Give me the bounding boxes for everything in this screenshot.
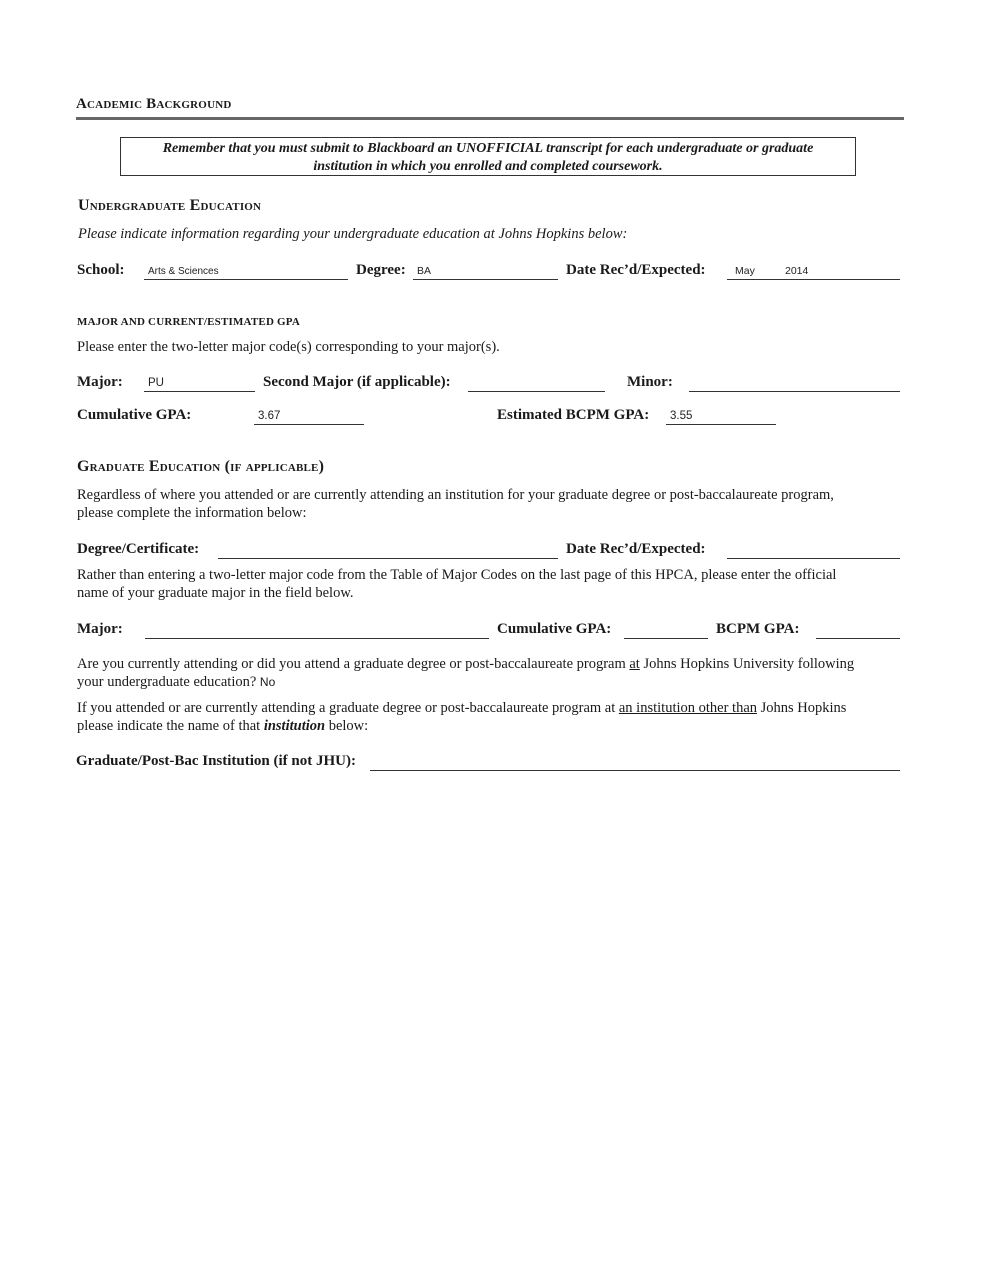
- q1-answer[interactable]: No: [259, 674, 276, 689]
- q1-text-line2: your undergraduate education?: [77, 673, 257, 690]
- grad-date-field[interactable]: [727, 540, 900, 559]
- grad-major-note: [77, 567, 836, 602]
- grad-other-question-line-2: [77, 718, 901, 736]
- grad-jhu-question-line-1: [77, 656, 901, 674]
- bcpm-gpa-field[interactable]: [666, 406, 776, 425]
- section-divider: [76, 117, 904, 120]
- grad-other-question-line-1: [77, 700, 901, 718]
- date-label: Date Rec’d/Expected:: [566, 262, 706, 278]
- institution-label: Graduate/Post-Bac Institution (if not JHU):: [76, 753, 356, 769]
- q2-line2-pre: please indicate the name of that: [77, 717, 261, 734]
- q1-text-at: at: [629, 656, 640, 672]
- q2-line2-post: below:: [328, 717, 369, 734]
- major-label: Major:: [77, 374, 123, 390]
- bcpm-gpa-label: Estimated BCPM GPA:: [497, 407, 650, 423]
- school-value: Arts & Sciences: [148, 266, 219, 277]
- notice-line-2: institution in which you enrolled and completed coursework.: [313, 159, 663, 174]
- date-field[interactable]: [727, 261, 900, 280]
- degree-value: BA: [417, 265, 432, 277]
- second-major-field[interactable]: [468, 373, 605, 392]
- grad-cum-gpa-label: Cumulative GPA:: [497, 621, 612, 637]
- major-instructions: Please enter the two-letter major code(s) corresponding to your major(s).: [77, 339, 500, 355]
- grad-major-note-line-2: name of your graduate major in the field below.: [77, 584, 354, 601]
- minor-field[interactable]: [689, 373, 900, 392]
- major-value: PU: [148, 377, 164, 389]
- cum-gpa-field[interactable]: [254, 406, 364, 425]
- bcpm-gpa-value: 3.55: [670, 410, 693, 422]
- grad-intro-line-1: Regardless of where you attended or are currently attending an institution for your graduate degree or post-baccalaureate program,: [77, 487, 834, 503]
- grad-intro-line-2: please complete the information below:: [77, 504, 307, 521]
- transcript-notice: [120, 137, 856, 176]
- q2-text-post: Johns Hopkins: [760, 700, 847, 716]
- undergrad-title: Undergraduate Education: [78, 197, 262, 214]
- grad-major-note-line-1: Rather than entering a two-letter major code from the Table of Major Codes on the last page of this HPCA, please enter the official: [77, 567, 837, 583]
- cum-gpa-value: 3.67: [258, 410, 281, 422]
- undergrad-instructions: Please indicate information regarding your undergraduate education at Johns Hopkins below:: [78, 226, 628, 242]
- degree-field[interactable]: [413, 261, 558, 280]
- grad-degree-label: Degree/Certificate:: [77, 541, 200, 557]
- notice-line-1: Remember that you must submit to Blackboard an UNOFFICIAL transcript for each undergraduate or graduate: [162, 141, 814, 156]
- grad-jhu-question-line-2: [77, 674, 901, 692]
- institution-field[interactable]: [370, 752, 900, 771]
- grad-cum-gpa-field[interactable]: [624, 620, 708, 639]
- q1-text-post: Johns Hopkins University following: [643, 656, 855, 672]
- grad-jhu-question: [77, 656, 901, 691]
- section-title: Academic Background: [76, 96, 232, 112]
- grad-other-question: [77, 700, 901, 735]
- grad-bcpm-label: BCPM GPA:: [716, 621, 800, 637]
- grad-degree-field[interactable]: [218, 540, 558, 559]
- grad-intro: [77, 487, 901, 522]
- grad-major-field[interactable]: [145, 620, 489, 639]
- major-field[interactable]: [144, 373, 255, 392]
- grad-major-label: Major:: [77, 621, 123, 637]
- grad-date-label: Date Rec’d/Expected:: [566, 541, 706, 557]
- date-month: May: [735, 265, 755, 277]
- school-label: School:: [77, 262, 125, 278]
- major-gpa-heading: MAJOR AND CURRENT/ESTIMATED GPA: [77, 316, 301, 328]
- q2-text-underlined: an institution other than: [618, 700, 758, 716]
- q1-text-pre: Are you currently attending or did you attend a graduate degree or post-baccalaureate program: [77, 656, 626, 672]
- date-year: 2014: [785, 265, 809, 277]
- q2-line2-em: institution: [263, 717, 326, 734]
- cum-gpa-label: Cumulative GPA:: [77, 407, 192, 423]
- second-major-label: Second Major (if applicable):: [263, 374, 451, 390]
- q2-text-pre: If you attended or are currently attending a graduate degree or post-baccalaureate program at: [77, 700, 616, 716]
- grad-title: Graduate Education (if applicable): [77, 458, 325, 475]
- minor-label: Minor:: [627, 374, 673, 390]
- school-field[interactable]: [144, 261, 348, 280]
- grad-bcpm-field[interactable]: [816, 620, 900, 639]
- degree-label: Degree:: [356, 262, 406, 278]
